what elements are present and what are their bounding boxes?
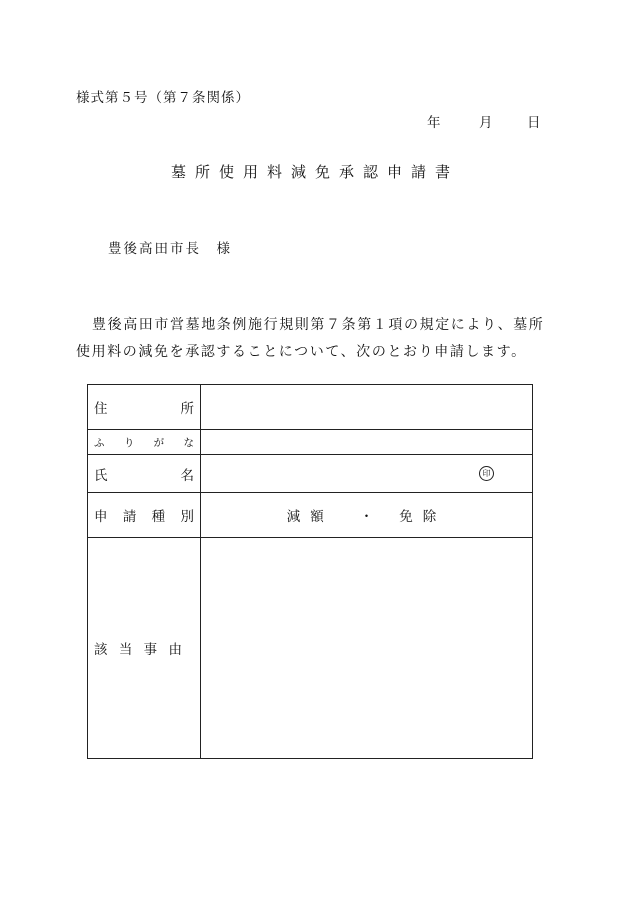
address-row	[88, 385, 533, 430]
date-month-label: 月	[479, 115, 493, 131]
application-type-label: 申 請 種 別	[88, 493, 201, 538]
option-reduction[interactable]: 減額	[286, 509, 334, 525]
application-type-field	[201, 493, 533, 538]
reason-field[interactable]	[201, 538, 533, 759]
furigana-row	[88, 430, 533, 455]
address-label: 住 所	[88, 385, 201, 430]
furigana-label: ふ り が な	[88, 430, 201, 455]
addressee: 豊後高田市長 様	[108, 241, 232, 257]
seal-mark: 印	[479, 466, 494, 481]
statement-line-1: 豊後高田市営墓地条例施行規則第７条第１項の規定により、墓所	[92, 317, 545, 333]
date-day-label: 日	[527, 115, 541, 131]
document-title: 墓所使用料減免承認申請書	[170, 163, 459, 181]
form-number: 様式第５号（第７条関係）	[76, 90, 250, 106]
name-row	[88, 455, 533, 493]
furigana-field[interactable]	[201, 430, 533, 455]
application-type-row	[88, 493, 533, 538]
request-statement	[76, 312, 566, 366]
statement-line-2: 使用料の減免を承認することについて、次のとおり申請します。	[76, 344, 527, 360]
application-form-table	[87, 384, 533, 759]
reason-row	[88, 538, 533, 759]
option-separator: ・	[359, 509, 374, 525]
reason-label: 該 当 事 由	[88, 538, 201, 759]
name-field[interactable]	[201, 455, 533, 493]
address-field[interactable]	[201, 385, 533, 430]
option-exemption[interactable]: 免除	[399, 509, 447, 525]
date-year-label: 年	[427, 115, 441, 131]
name-label: 氏 名	[88, 455, 201, 493]
